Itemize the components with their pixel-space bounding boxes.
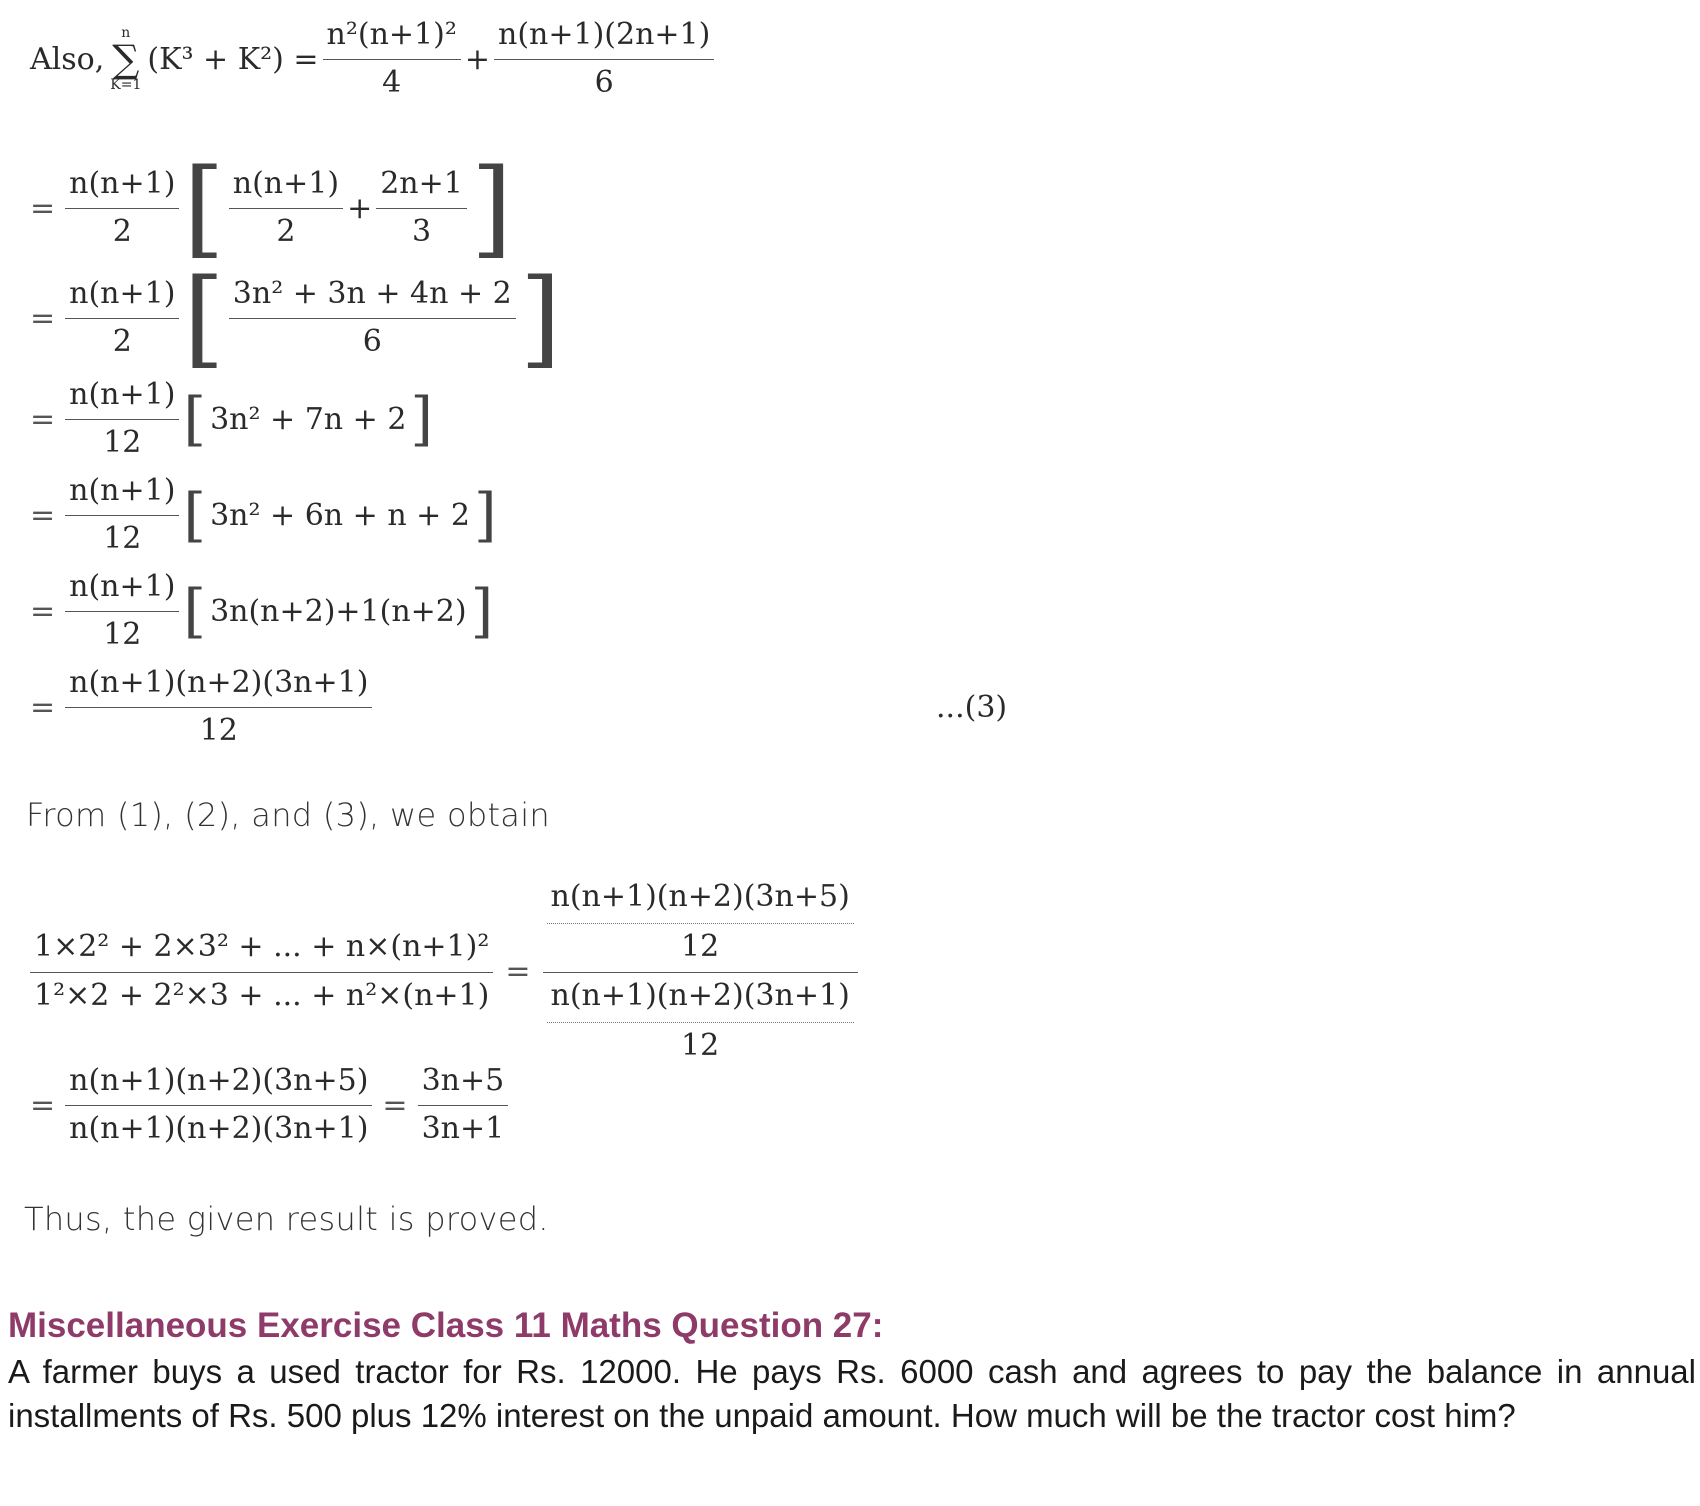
fraction: $\frac{n(n+1)}{2}$	[65, 167, 179, 249]
step-4: = $\frac{n(n+1)}{12}$ [ 3n² + 6n + n + 2 ]	[30, 473, 497, 556]
fraction: $\frac{n(n+1)}{12}$	[65, 570, 179, 652]
right-bracket: ]	[519, 256, 562, 379]
right-bracket: ]	[473, 481, 497, 549]
right-bracket: ]	[410, 385, 434, 453]
left-bracket: [	[183, 481, 207, 549]
ratio-equation: $\frac{\text{1×2² + 2×3² + ... + n×(n+1)²}}{\text{1²×2 + 2²×3 + ... + n²×(n+1)}}$ = $\frac{\frac{n(n+1)(n+2)(3n+5)}{12}}{\frac{n(n+1)(n+2)(3n+1)}{12}}$	[30, 880, 858, 1063]
bracket-content: 3n(n+2)+1(n+2)	[210, 593, 467, 629]
left-bracket: [	[183, 146, 225, 269]
right-bracket: ]	[470, 577, 494, 645]
fraction: $\frac{n(n+1)(2n+1)}{6}$	[494, 18, 714, 100]
fraction: $\frac{3n+5}{3n+1}$	[418, 1064, 509, 1146]
from-statement: From (1), (2), and (3), we obtain	[26, 796, 550, 834]
fraction: $\frac{n(n+1)(n+2)(3n+5)}{12}$	[547, 880, 854, 964]
plus-sign: +	[347, 190, 373, 226]
also-label: Also,	[30, 41, 105, 77]
fraction: $\frac{n(n+1)(n+2)(3n+5)}{n(n+1)(n+2)(3n+1)}$	[65, 1064, 372, 1146]
left-bracket: [	[183, 577, 207, 645]
rhs-fraction	[543, 880, 858, 1063]
fraction: $\frac{2n+1}{3}$	[376, 167, 467, 249]
question-body: A farmer buys a used tractor for Rs. 12000. He pays Rs. 6000 cash and agrees to pay the balance in annual installments of Rs. 500 plus 12% interest on the unpaid amount. How much will be the tractor cost him?	[8, 1353, 1696, 1434]
left-bracket: [	[183, 385, 207, 453]
fraction: $\frac{n(n+1)}{12}$	[65, 378, 179, 460]
step-6: = $\frac{n(n+1)(n+2)(3n+1)}{12}$	[30, 666, 372, 748]
final-equation: = $\frac{n(n+1)(n+2)(3n+5)}{n(n+1)(n+2)(3n+1)}$ = $\frac{3n+5}{3n+1}$	[30, 1064, 508, 1146]
summation-symbol: n ∑ K=1	[110, 25, 142, 93]
equation-tag: ...(3)	[936, 690, 1008, 725]
fraction: $\frac{\text{n²(n+1)²}}{4}$	[323, 18, 461, 100]
step-5: = $\frac{n(n+1)}{12}$ [ 3n(n+2)+1(n+2) ]	[30, 569, 494, 652]
conclusion-statement: Thus, the given result is proved.	[24, 1200, 549, 1238]
plus-sign: +	[464, 41, 491, 77]
question-title: Miscellaneous Exercise Class 11 Maths Question 27:	[8, 1306, 884, 1345]
right-bracket: ]	[470, 146, 513, 269]
fraction: $\frac{n(n+1)}{2}$	[229, 167, 343, 249]
fraction: $\frac{\text{3n² + 3n + 4n + 2}}{6}$	[229, 277, 516, 359]
fraction: $\frac{n(n+1)(n+2)(3n+1)}{12}$	[547, 979, 854, 1063]
summand: (K³ + K²) =	[147, 41, 319, 77]
left-bracket: [	[183, 256, 225, 379]
fraction: $\frac{n(n+1)}{12}$	[65, 474, 179, 556]
sum-identity-line	[30, 18, 714, 100]
step-1: = $\frac{n(n+1)}{2}$ [ $\frac{n(n+1)}{2}$ + $\frac{2n+1}{3}$ ]	[30, 146, 513, 269]
fraction: $\frac{n(n+1)}{2}$	[65, 277, 179, 359]
bracket-content: 3n² + 7n + 2	[210, 401, 407, 437]
lhs-fraction: $\frac{\text{1×2² + 2×3² + ... + n×(n+1)²}}{\text{1²×2 + 2²×3 + ... + n²×(n+1)}}$	[30, 930, 493, 1014]
fraction: $\frac{n(n+1)(n+2)(3n+1)}{12}$	[65, 666, 372, 748]
bracket-content: 3n² + 6n + n + 2	[210, 497, 470, 533]
step-3: = $\frac{n(n+1)}{12}$ [ 3n² + 7n + 2 ]	[30, 377, 434, 460]
step-2: = $\frac{n(n+1)}{2}$ [ $\frac{\text{3n² + 3n + 4n + 2}}{6}$ ]	[30, 256, 562, 379]
